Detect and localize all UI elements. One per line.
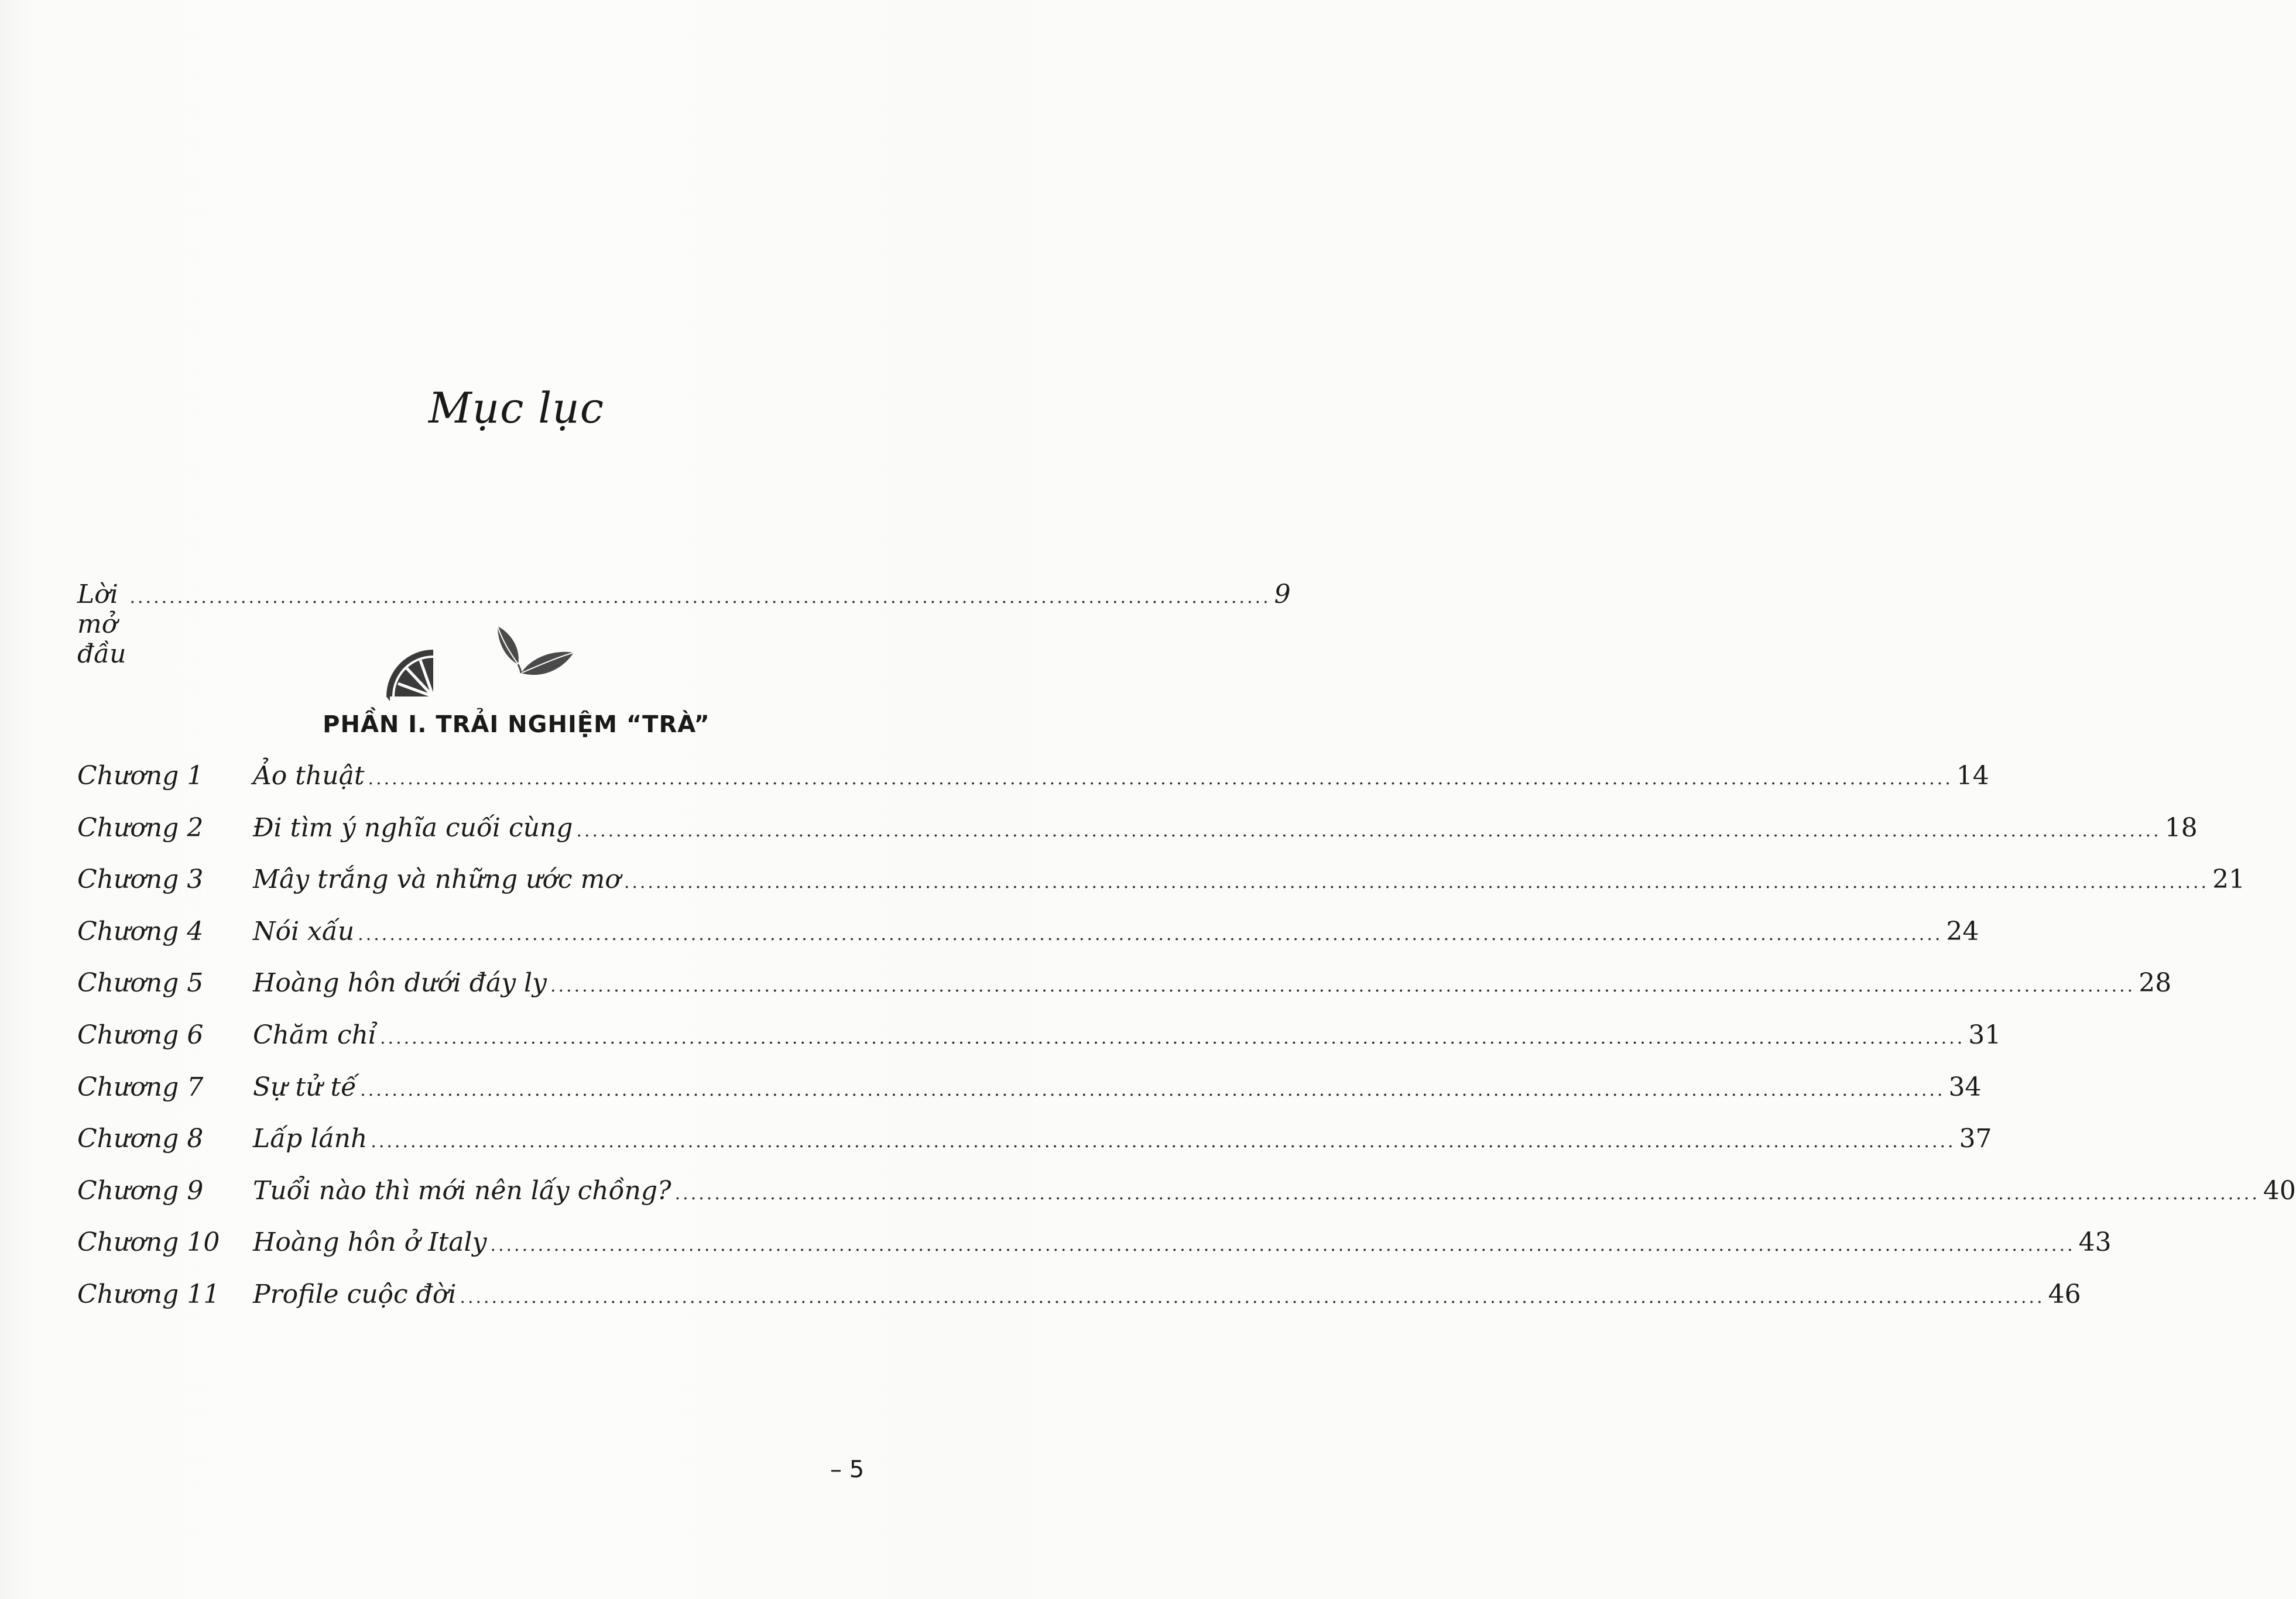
chapter-title: Hoàng hôn dưới đáy ly <box>253 968 547 998</box>
toc-row <box>77 1124 1992 1176</box>
chapter-label: Chương 3 <box>77 864 204 895</box>
toc-row <box>77 1279 2081 1332</box>
intro-page: 9 <box>1274 579 1291 609</box>
leader-dots: ........................................................................................................................................................................................................ <box>460 1286 2045 1308</box>
citrus-slice-icon <box>386 650 433 701</box>
chapter-page: 43 <box>2078 1227 2112 1258</box>
chapter-page: 21 <box>2212 864 2246 895</box>
toc-row <box>77 1072 1982 1124</box>
chapter-title: Đi tìm ý nghĩa cuối cùng <box>253 812 573 843</box>
leader-dots: ........................................................................................................................................................................................................ <box>360 1079 1945 1100</box>
leader-dots: ........................................................................................................................................................................................................ <box>490 1235 2075 1256</box>
chapter-label: Chương 7 <box>77 1072 204 1102</box>
leader-dots: ........................................................................................................................................................................................................ <box>576 820 2161 841</box>
leader-dots: ........................................................................................................................................................................................................ <box>623 872 2209 893</box>
chapter-title: Ảo thuật <box>253 761 365 791</box>
chapter-label: Chương 10 <box>77 1227 220 1258</box>
chapter-page: 31 <box>1968 1020 2002 1050</box>
chapter-title: Hoàng hôn ở Italy <box>253 1227 487 1258</box>
chapter-page: 40 <box>2263 1175 2296 1206</box>
leader-dots: ........................................................................................................................................................................................................ <box>358 924 1943 945</box>
page-title: Mục lục <box>428 383 605 433</box>
chapter-label: Chương 9 <box>77 1175 204 1206</box>
chapter-title: Sự tử tế <box>253 1072 357 1102</box>
chapter-title: Lấp lánh <box>253 1124 368 1154</box>
page-number: – 5 <box>830 1456 865 1483</box>
chapter-label: Chương 4 <box>77 916 204 946</box>
chapter-page: 34 <box>1948 1072 1982 1102</box>
toc-row <box>77 1020 2002 1072</box>
chapter-title: Chăm chỉ <box>253 1020 376 1050</box>
toc-row <box>77 761 1989 813</box>
leader-dots: ........................................................................................................................................................................................................ <box>380 1027 1965 1048</box>
intro-label: Lời mở đầu <box>77 579 126 669</box>
toc-row <box>77 1175 2296 1228</box>
table-of-contents <box>77 761 2296 1332</box>
toc-row <box>77 812 2198 865</box>
chapter-page: 46 <box>2048 1279 2081 1309</box>
chapter-label: Chương 11 <box>77 1279 220 1309</box>
leader-dots: ........................................................................................................................................................................................................ <box>371 1131 1956 1152</box>
toc-row <box>77 864 2246 917</box>
chapter-page: 14 <box>1956 761 1989 791</box>
leader-dots: ........................................................................................................................................................................................................ <box>674 1183 2260 1204</box>
chapter-title: Mây trắng và những ước mơ <box>253 864 621 895</box>
chapter-title: Profile cuộc đời <box>253 1279 457 1309</box>
chapter-label: Chương 1 <box>77 761 204 791</box>
leader-dots: ........................................................................................................................................................................................................ <box>368 768 1953 789</box>
chapter-title: Tuổi nào thì mới nên lấy chồng? <box>253 1175 671 1206</box>
chapter-title: Nói xấu <box>253 916 355 946</box>
chapter-label: Chương 2 <box>77 812 204 843</box>
ornament <box>363 615 597 714</box>
leader-dots: ................................................................................................................................................ <box>129 587 1271 608</box>
toc-row <box>77 968 2172 1020</box>
chapter-label: Chương 5 <box>77 968 204 998</box>
chapter-page: 28 <box>2139 968 2172 998</box>
part-heading: PHẦN I. TRẢI NGHIỆM “TRÀ” <box>323 711 710 738</box>
leader-dots: ........................................................................................................................................................................................................ <box>550 976 2136 997</box>
tea-leaves-icon <box>498 626 574 675</box>
chapter-label: Chương 8 <box>77 1124 204 1154</box>
chapter-page: 24 <box>1946 916 1979 946</box>
toc-row <box>77 916 1979 969</box>
chapter-label: Chương 6 <box>77 1020 204 1050</box>
chapter-page: 37 <box>1959 1124 1992 1154</box>
chapter-page: 18 <box>2164 812 2198 843</box>
toc-row <box>77 1227 2112 1279</box>
